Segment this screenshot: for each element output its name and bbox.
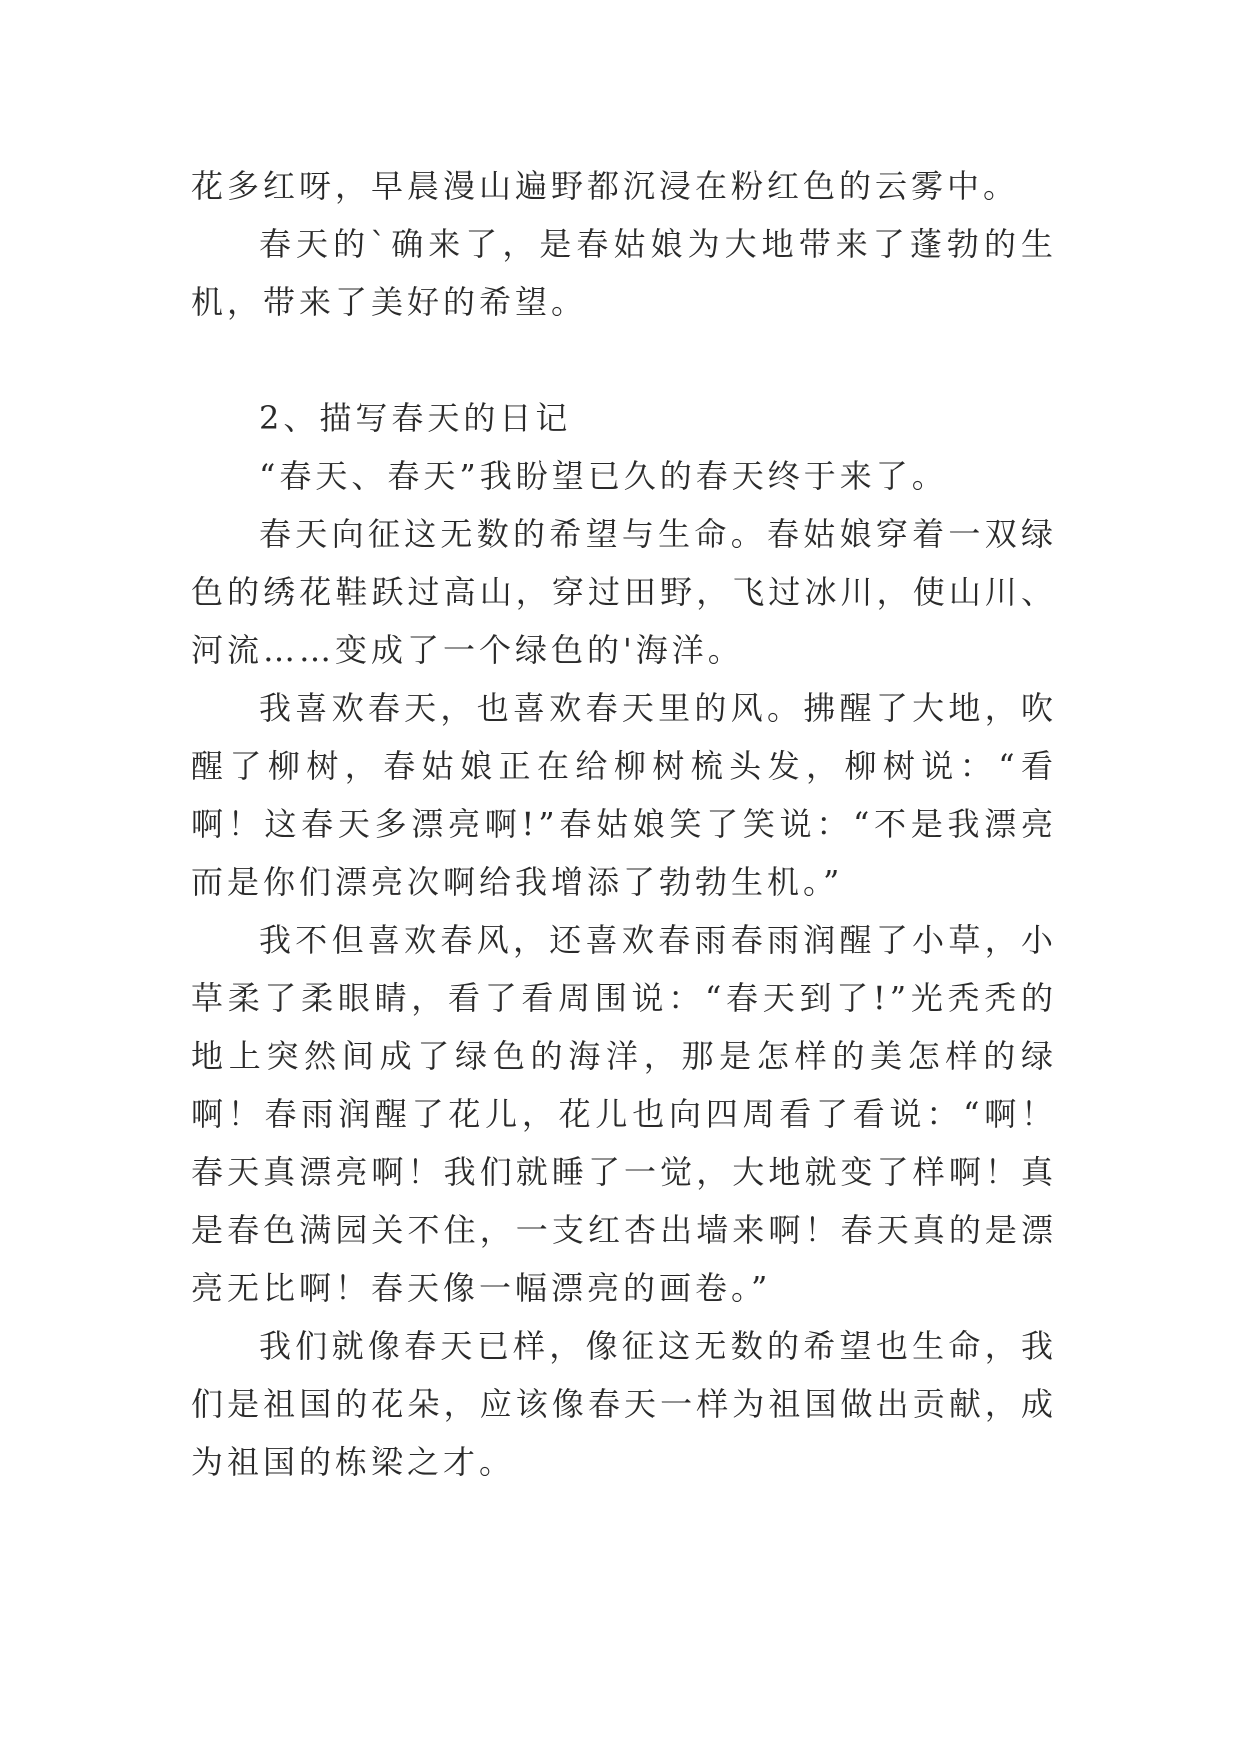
paragraph-continued: 花多红呀，早晨漫山遍野都沉浸在粉红色的云雾中。 <box>191 167 1020 205</box>
document-body <box>191 157 1057 1491</box>
section-title: 2、描写春天的日记 <box>259 399 572 437</box>
paragraph: “春天、春天”我盼望已久的春天终于来了。 <box>259 457 948 495</box>
paragraph: 春天向征这无数的希望与生命。春姑娘穿着一双绿色的绣花鞋跃过高山，穿过田野，飞过冰川，使山川、河流……变成了一个绿色的'海洋。 <box>191 515 1057 669</box>
paragraph: 我不但喜欢春风，还喜欢春雨春雨润醒了小草，小草柔了柔眼睛，看了看周围说：“春天到了!”光秃秃的地上突然间成了绿色的海洋，那是怎样的美怎样的绿啊！春雨润醒了花儿，花儿也向四周看了看说：“啊！春天真漂亮啊！我们就睡了一觉，大地就变了样啊！真是春色满园关不住，一支红杏出墙来啊！春天真的是漂亮无比啊！春天像一幅漂亮的画卷。” <box>191 921 1057 1307</box>
paragraph: 春天的`确来了，是春姑娘为大地带来了蓬勃的生机，带来了美好的希望。 <box>191 225 1057 321</box>
paragraph: 我喜欢春天，也喜欢春天里的风。拂醒了大地，吹醒了柳树，春姑娘正在给柳树梳头发，柳树说：“看啊！这春天多漂亮啊!”春姑娘笑了笑说：“不是我漂亮而是你们漂亮次啊给我增添了勃勃生机。” <box>191 689 1057 901</box>
paragraph: 我们就像春天已样，像征这无数的希望也生命，我们是祖国的花朵，应该像春天一样为祖国做出贡献，成为祖国的栋梁之才。 <box>191 1327 1057 1481</box>
